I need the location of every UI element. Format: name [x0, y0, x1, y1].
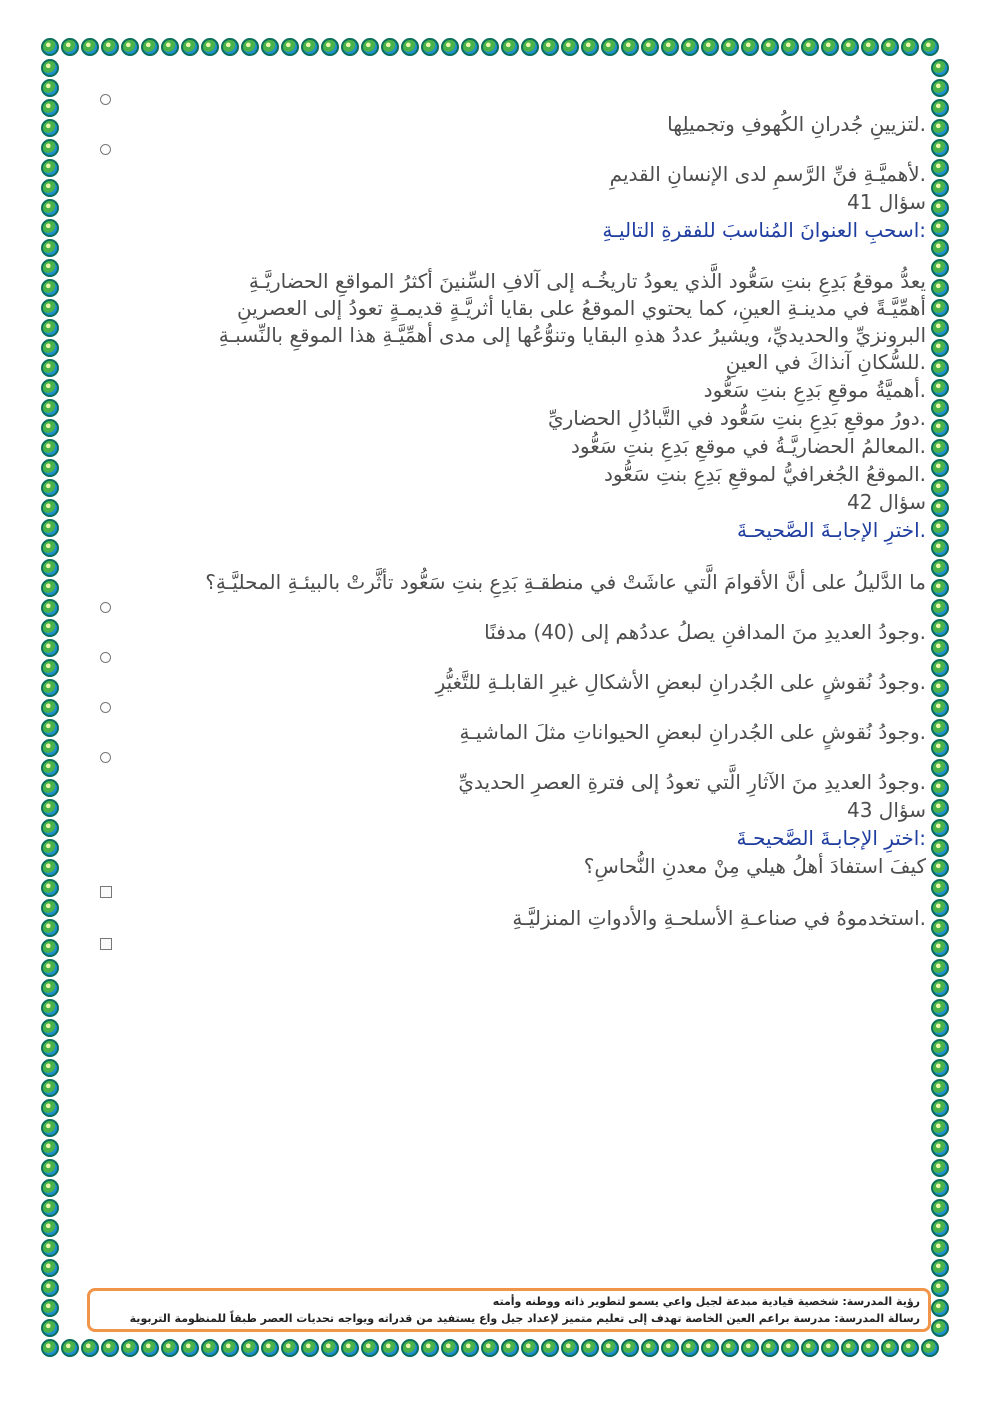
- text-line: .وجودُ نُقوشٍ على الجُدرانِ لبعضِ الأشكالِ غيرِ القابلـةِ للتَّغيُّرِ: [435, 670, 926, 694]
- globe-border-icon: [931, 439, 949, 457]
- globe-border-icon: [621, 38, 639, 56]
- globe-border-icon: [931, 179, 949, 197]
- globe-border-icon: [931, 819, 949, 837]
- globe-border-icon: [931, 1279, 949, 1297]
- globe-border-icon: [931, 1159, 949, 1177]
- globe-border-icon: [41, 899, 59, 917]
- globe-border-icon: [641, 38, 659, 56]
- globe-border-icon: [931, 879, 949, 897]
- globe-border-icon: [361, 1339, 379, 1357]
- globe-border-icon: [561, 38, 579, 56]
- globe-border-icon: [381, 38, 399, 56]
- globe-border-icon: [931, 839, 949, 857]
- globe-border-icon: [41, 579, 59, 597]
- globe-border-icon: [401, 1339, 419, 1357]
- globe-border-icon: [461, 38, 479, 56]
- globe-border-icon: [801, 1339, 819, 1357]
- globe-border-icon: [481, 38, 499, 56]
- globe-border-icon: [41, 439, 59, 457]
- globe-border-icon: [931, 159, 949, 177]
- globe-border-icon: [41, 1199, 59, 1217]
- school-footer-box: [87, 1288, 931, 1332]
- globe-border-icon: [41, 339, 59, 357]
- globe-border-icon: [41, 699, 59, 717]
- globe-border-icon: [301, 38, 319, 56]
- globe-border-icon: [141, 38, 159, 56]
- globe-border-icon: [41, 719, 59, 737]
- globe-border-icon: [581, 1339, 599, 1357]
- globe-border-icon: [41, 939, 59, 957]
- globe-border-icon: [41, 1279, 59, 1297]
- answer-radio[interactable]: [100, 138, 926, 160]
- globe-border-icon: [881, 1339, 899, 1357]
- globe-border-icon: [931, 1259, 949, 1277]
- globe-border-icon: [931, 979, 949, 997]
- globe-border-icon: [841, 38, 859, 56]
- globe-border-icon: [541, 1339, 559, 1357]
- globe-border-icon: [41, 99, 59, 117]
- globe-border-icon: [41, 1039, 59, 1057]
- paragraph-line: البرونزيِّ والحديديِّ، ويشيرُ عددُ هذهِ البقايا وتنوُّعُها إلى مدى أهمِّيَّـةِ هذا الموقعِ بالنِّسبـةِ: [218, 323, 926, 347]
- globe-border-icon: [931, 519, 949, 537]
- globe-border-icon: [161, 38, 179, 56]
- globe-border-icon: [931, 739, 949, 757]
- globe-border-icon: [761, 38, 779, 56]
- globe-border-icon: [541, 38, 559, 56]
- globe-border-icon: [41, 279, 59, 297]
- checkbox-square-icon[interactable]: [100, 938, 112, 950]
- globe-border-icon: [41, 379, 59, 397]
- globe-border-icon: [81, 38, 99, 56]
- globe-border-icon: [931, 359, 949, 377]
- globe-border-icon: [931, 119, 949, 137]
- globe-border-icon: [931, 579, 949, 597]
- globe-border-icon: [931, 259, 949, 277]
- globe-border-icon: [241, 1339, 259, 1357]
- radio-circle-icon[interactable]: [100, 144, 111, 155]
- text-line: .وجودُ نُقوشٍ على الجُدرانِ لبعضِ الحيواناتِ مثلَ الماشيـةِ: [459, 720, 926, 744]
- globe-border-icon: [41, 1019, 59, 1037]
- globe-border-icon: [701, 38, 719, 56]
- globe-border-icon: [41, 1099, 59, 1117]
- globe-border-icon: [261, 1339, 279, 1357]
- checkbox-square-icon[interactable]: [100, 886, 112, 898]
- globe-border-icon: [61, 38, 79, 56]
- globe-border-icon: [881, 38, 899, 56]
- globe-border-icon: [931, 99, 949, 117]
- globe-border-icon: [81, 1339, 99, 1357]
- globe-border-icon: [41, 139, 59, 157]
- answer-checkbox[interactable]: [100, 880, 926, 904]
- text-line: كيفَ استفادَ أهلُ هيلي مِنْ معدنِ النُّحاسِ؟: [583, 854, 926, 878]
- globe-border-icon: [41, 519, 59, 537]
- paragraph-line: .للسُّكانِ آنذاكَ في العينِ: [725, 350, 926, 374]
- globe-border-icon: [41, 759, 59, 777]
- globe-border-icon: [741, 1339, 759, 1357]
- text-line: .الموقعُ الجُغرافيُّ لموقعِ بَدِعِ بنتِ سَعُّود: [603, 462, 926, 486]
- globe-border-icon: [41, 419, 59, 437]
- globe-border-icon: [201, 1339, 219, 1357]
- radio-circle-icon[interactable]: [100, 602, 111, 613]
- globe-border-icon: [741, 38, 759, 56]
- page-border-bottom: [40, 1338, 940, 1358]
- globe-border-icon: [41, 159, 59, 177]
- globe-border-icon: [141, 1339, 159, 1357]
- answer-radio[interactable]: [100, 88, 926, 110]
- globe-border-icon: [441, 1339, 459, 1357]
- globe-border-icon: [321, 1339, 339, 1357]
- globe-border-icon: [41, 119, 59, 137]
- globe-border-icon: [931, 1039, 949, 1057]
- globe-border-icon: [931, 799, 949, 817]
- globe-border-icon: [681, 1339, 699, 1357]
- globe-border-icon: [931, 279, 949, 297]
- globe-border-icon: [931, 239, 949, 257]
- globe-border-icon: [41, 319, 59, 337]
- answer-radio[interactable]: [100, 696, 926, 718]
- globe-border-icon: [601, 1339, 619, 1357]
- globe-border-icon: [931, 919, 949, 937]
- globe-border-icon: [781, 38, 799, 56]
- globe-border-icon: [121, 1339, 139, 1357]
- globe-border-icon: [241, 38, 259, 56]
- globe-border-icon: [931, 139, 949, 157]
- globe-border-icon: [931, 79, 949, 97]
- globe-border-icon: [41, 559, 59, 577]
- globe-border-icon: [931, 779, 949, 797]
- globe-border-icon: [581, 38, 599, 56]
- globe-border-icon: [401, 38, 419, 56]
- globe-border-icon: [41, 1299, 59, 1317]
- radio-circle-icon[interactable]: [100, 702, 111, 713]
- globe-border-icon: [921, 1339, 939, 1357]
- globe-border-icon: [821, 38, 839, 56]
- globe-border-icon: [41, 679, 59, 697]
- globe-border-icon: [41, 1259, 59, 1277]
- globe-border-icon: [41, 219, 59, 237]
- answer-radio[interactable]: [100, 746, 926, 768]
- globe-border-icon: [41, 499, 59, 517]
- globe-border-icon: [931, 859, 949, 877]
- globe-border-icon: [41, 859, 59, 877]
- globe-border-icon: [41, 1139, 59, 1157]
- globe-border-icon: [661, 38, 679, 56]
- globe-border-icon: [41, 839, 59, 857]
- question-instruction: .اخترِ الإجابـةَ الصَّحيحـةَ: [736, 518, 926, 542]
- globe-border-icon: [41, 399, 59, 417]
- globe-border-icon: [321, 38, 339, 56]
- globe-border-icon: [931, 619, 949, 637]
- globe-border-icon: [931, 899, 949, 917]
- globe-border-icon: [561, 1339, 579, 1357]
- globe-border-icon: [41, 1239, 59, 1257]
- globe-border-icon: [661, 1339, 679, 1357]
- globe-border-icon: [221, 38, 239, 56]
- text-line: .المعالمُ الحضاريَّـةُ في موقعِ بَدِعِ بنتِ سَعُّود: [570, 434, 926, 458]
- globe-border-icon: [701, 1339, 719, 1357]
- globe-border-icon: [121, 38, 139, 56]
- globe-border-icon: [381, 1339, 399, 1357]
- paragraph-line: أهمِّيَّـةً في مدينـةِ العينِ، كما يحتوي الموقعُ على بقايا أثريَّـةٍ قديمـةٍ تعودُ إلى العصرينِ: [237, 296, 926, 320]
- globe-border-icon: [931, 59, 949, 77]
- globe-border-icon: [931, 719, 949, 737]
- globe-border-icon: [931, 1059, 949, 1077]
- globe-border-icon: [721, 1339, 739, 1357]
- page-border-top: [40, 37, 940, 57]
- text-line: ما الدَّليلُ على أنَّ الأقوامَ الَّتي عاشَتْ في منطقـةِ بَدِعِ بنتِ سَعُّود تأثَّرتْ بالبيئـةِ المحليَّـةِ؟: [205, 570, 926, 594]
- text-line: .استخدموهُ في صناعـةِ الأسلحـةِ والأدواتِ المنزليَّـةِ: [512, 906, 926, 930]
- globe-border-icon: [931, 959, 949, 977]
- globe-border-icon: [931, 1079, 949, 1097]
- globe-border-icon: [41, 799, 59, 817]
- globe-border-icon: [41, 639, 59, 657]
- globe-border-icon: [931, 419, 949, 437]
- globe-border-icon: [481, 1339, 499, 1357]
- text-line: سؤال 43: [847, 798, 926, 822]
- globe-border-icon: [41, 59, 59, 77]
- globe-border-icon: [181, 38, 199, 56]
- question-instruction: :اسحبِ العنوانَ المُناسبَ للفقرةِ التاليـةِ: [602, 218, 926, 242]
- globe-border-icon: [931, 639, 949, 657]
- globe-border-icon: [41, 1079, 59, 1097]
- globe-border-icon: [501, 38, 519, 56]
- globe-border-icon: [901, 38, 919, 56]
- globe-border-icon: [931, 1199, 949, 1217]
- globe-border-icon: [861, 38, 879, 56]
- answer-checkbox[interactable]: [100, 932, 926, 956]
- globe-border-icon: [41, 1179, 59, 1197]
- globe-border-icon: [161, 1339, 179, 1357]
- globe-border-icon: [41, 1319, 59, 1337]
- globe-border-icon: [41, 959, 59, 977]
- text-line: .أهميَّةُ موقعِ بَدِعِ بنتِ سَعُّود: [703, 378, 926, 402]
- spacer: [100, 544, 926, 568]
- globe-border-icon: [931, 1239, 949, 1257]
- globe-border-icon: [221, 1339, 239, 1357]
- globe-border-icon: [521, 1339, 539, 1357]
- globe-border-icon: [41, 79, 59, 97]
- globe-border-icon: [41, 1219, 59, 1237]
- globe-border-icon: [341, 38, 359, 56]
- globe-border-icon: [441, 38, 459, 56]
- globe-border-icon: [41, 259, 59, 277]
- globe-border-icon: [281, 1339, 299, 1357]
- globe-border-icon: [931, 539, 949, 557]
- paragraph-line: يعدُّ موقعُ بَدِعِ بنتِ سَعُّود الَّذي يعودُ تاريخُـه إلى آلافِ السِّنينَ أكثرُ المواقعِ الحضاريَّـةِ: [248, 269, 926, 293]
- globe-border-icon: [41, 619, 59, 637]
- globe-border-icon: [841, 1339, 859, 1357]
- globe-border-icon: [201, 38, 219, 56]
- globe-border-icon: [41, 1059, 59, 1077]
- globe-border-icon: [931, 1299, 949, 1317]
- globe-border-icon: [931, 219, 949, 237]
- globe-border-icon: [41, 739, 59, 757]
- globe-border-icon: [931, 559, 949, 577]
- globe-border-icon: [41, 1339, 59, 1357]
- globe-border-icon: [931, 699, 949, 717]
- globe-border-icon: [901, 1339, 919, 1357]
- page-border-left: [40, 58, 60, 1338]
- globe-border-icon: [931, 339, 949, 357]
- spacer: [100, 244, 926, 268]
- globe-border-icon: [41, 479, 59, 497]
- globe-border-icon: [931, 479, 949, 497]
- text-line: سؤال 41: [847, 190, 926, 214]
- globe-border-icon: [821, 1339, 839, 1357]
- globe-border-icon: [931, 659, 949, 677]
- school-vision: رؤية المدرسة: شخصية قيادية مبدعة لجيل واعي يسمو لتطوير ذاته ووطنه وأمته: [492, 1295, 920, 1308]
- globe-border-icon: [521, 38, 539, 56]
- globe-border-icon: [721, 38, 739, 56]
- globe-border-icon: [931, 1319, 949, 1337]
- globe-border-icon: [801, 38, 819, 56]
- question-instruction: :اخترِ الإجابـةَ الصَّحيحـةَ: [736, 826, 926, 850]
- globe-border-icon: [931, 999, 949, 1017]
- globe-border-icon: [931, 199, 949, 217]
- globe-border-icon: [101, 1339, 119, 1357]
- globe-border-icon: [931, 679, 949, 697]
- answer-radio[interactable]: [100, 596, 926, 618]
- globe-border-icon: [281, 38, 299, 56]
- globe-border-icon: [601, 38, 619, 56]
- globe-border-icon: [41, 659, 59, 677]
- globe-border-icon: [761, 1339, 779, 1357]
- globe-border-icon: [931, 1219, 949, 1237]
- globe-border-icon: [931, 319, 949, 337]
- globe-border-icon: [41, 779, 59, 797]
- globe-border-icon: [421, 1339, 439, 1357]
- globe-border-icon: [41, 1159, 59, 1177]
- globe-border-icon: [341, 1339, 359, 1357]
- globe-border-icon: [681, 38, 699, 56]
- globe-border-icon: [931, 1119, 949, 1137]
- globe-border-icon: [361, 38, 379, 56]
- globe-border-icon: [931, 1019, 949, 1037]
- radio-circle-icon[interactable]: [100, 94, 111, 105]
- globe-border-icon: [641, 1339, 659, 1357]
- globe-border-icon: [621, 1339, 639, 1357]
- globe-border-icon: [41, 299, 59, 317]
- globe-border-icon: [931, 299, 949, 317]
- globe-border-icon: [181, 1339, 199, 1357]
- globe-border-icon: [41, 179, 59, 197]
- text-line: .لأهميَّـةِ فنِّ الرَّسمِ لدى الإنسانِ القديمِ: [609, 162, 926, 186]
- globe-border-icon: [261, 38, 279, 56]
- globe-border-icon: [921, 38, 939, 56]
- globe-border-icon: [931, 759, 949, 777]
- document-body: [100, 88, 926, 956]
- globe-border-icon: [301, 1339, 319, 1357]
- globe-border-icon: [41, 999, 59, 1017]
- globe-border-icon: [41, 199, 59, 217]
- globe-border-icon: [41, 819, 59, 837]
- globe-border-icon: [41, 919, 59, 937]
- school-mission: رسالة المدرسة: مدرسة براعم العين الخاصة تهدف إلى تعليم متميز لإعداد جيل واع يستفيد من قدراته ويواجه تحديات العصر طبقاً للمنظومة التربوية: [129, 1312, 920, 1325]
- globe-border-icon: [501, 1339, 519, 1357]
- text-line: .وجودُ العديدِ منَ المدافنِ يصلُ عددُهم إلى (40) مدفنًا: [484, 620, 926, 644]
- globe-border-icon: [41, 539, 59, 557]
- globe-border-icon: [861, 1339, 879, 1357]
- globe-border-icon: [931, 939, 949, 957]
- globe-border-icon: [421, 38, 439, 56]
- globe-border-icon: [41, 879, 59, 897]
- globe-border-icon: [781, 1339, 799, 1357]
- globe-border-icon: [931, 379, 949, 397]
- radio-circle-icon[interactable]: [100, 652, 111, 663]
- globe-border-icon: [41, 1119, 59, 1137]
- globe-border-icon: [931, 459, 949, 477]
- globe-border-icon: [931, 1099, 949, 1117]
- globe-border-icon: [101, 38, 119, 56]
- globe-border-icon: [461, 1339, 479, 1357]
- globe-border-icon: [41, 38, 59, 56]
- globe-border-icon: [61, 1339, 79, 1357]
- globe-border-icon: [931, 499, 949, 517]
- globe-border-icon: [41, 459, 59, 477]
- globe-border-icon: [931, 1179, 949, 1197]
- text-line: سؤال 42: [847, 490, 926, 514]
- text-line: .لتزيينِ جُدرانِ الكُهوفِ وتجميلِها: [667, 112, 926, 136]
- text-line: .دورُ موقعِ بَدِعِ بنتِ سَعُّود في التَّبادُلِ الحضاريِّ: [547, 406, 926, 430]
- globe-border-icon: [41, 979, 59, 997]
- globe-border-icon: [931, 399, 949, 417]
- answer-radio[interactable]: [100, 646, 926, 668]
- text-line: .وجودُ العديدِ منَ الآثارِ الَّتي تعودُ إلى فترةِ العصرِ الحديديِّ: [458, 770, 926, 794]
- reading-paragraph: [100, 268, 926, 376]
- globe-border-icon: [41, 239, 59, 257]
- globe-border-icon: [931, 599, 949, 617]
- globe-border-icon: [41, 359, 59, 377]
- page-border-right: [930, 58, 950, 1338]
- radio-circle-icon[interactable]: [100, 752, 111, 763]
- globe-border-icon: [931, 1139, 949, 1157]
- globe-border-icon: [41, 599, 59, 617]
